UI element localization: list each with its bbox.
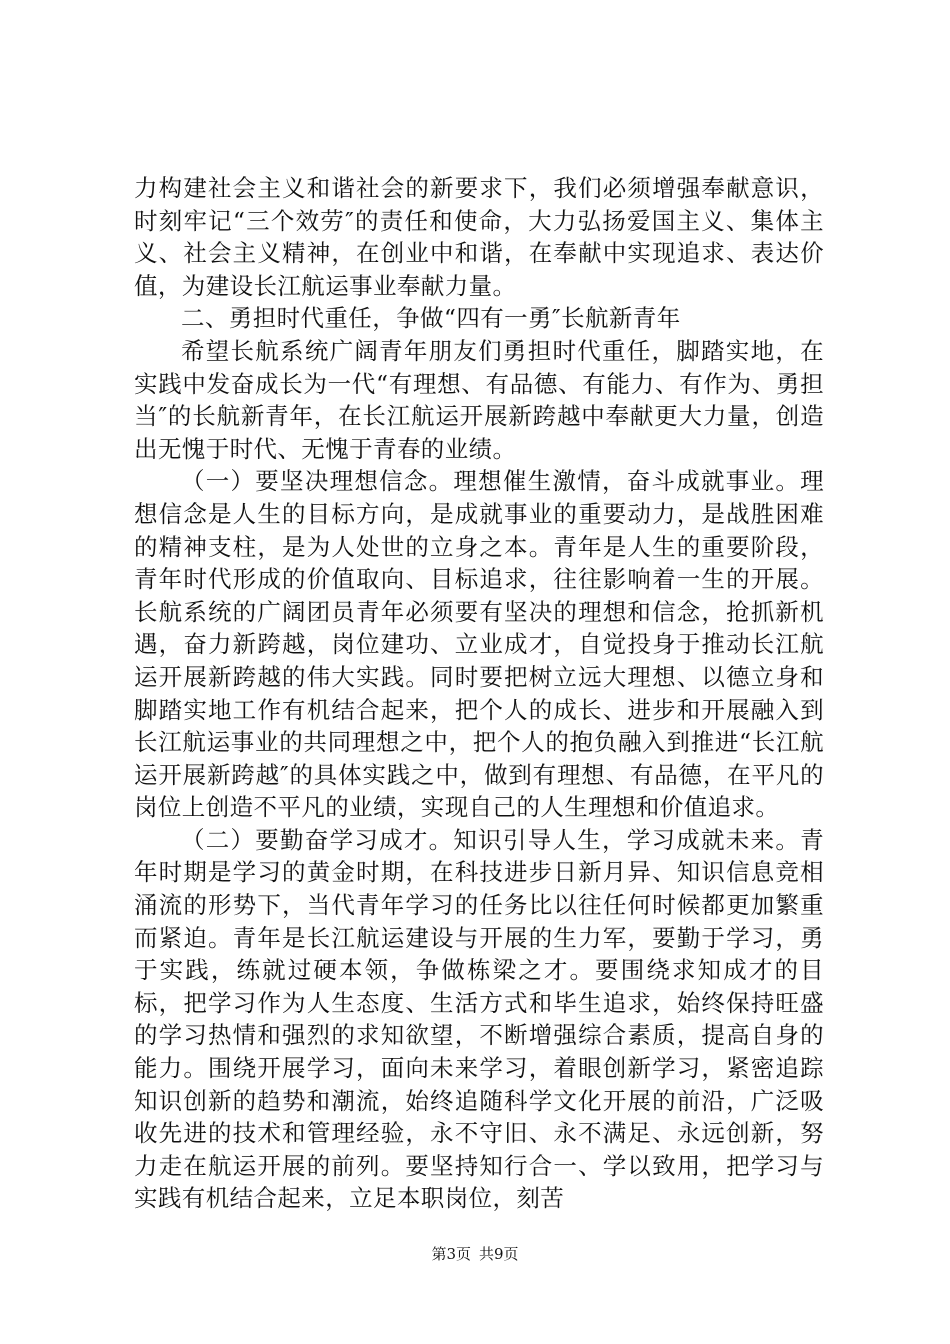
page-total: 共9页 [479, 1245, 519, 1263]
page-footer [0, 1244, 950, 1264]
page-number: 第3页 [431, 1245, 471, 1263]
section-heading: 二、勇担时代重任，争做“四有一勇″长航新青年 [181, 304, 681, 333]
paragraph-intro: 希望长航系统广阔青年朋友们勇担时代重任，脚踏实地，在实践中发奋成长为一代“有理想、有品德、有能力、有作为、勇担当″的长航新青年，在长江航运开展新跨越中奉献更大力量，创造出无愧于时代、无愧于青春的业绩。 [134, 336, 824, 463]
paragraph-learning: （二）要勤奋学习成才。知识引导人生，学习成就未来。青年时期是学习的黄金时期，在科技进步日新月异、知识信息竞相涌流的形势下，当代青年学习的任务比以往任何时候都更加繁重而紧迫。青年是长江航运建设与开展的生力军，要勤于学习，勇于实践，练就过硬本领，争做栋梁之才。要围绕求知成才的目标，把学习作为人生态度、生活方式和毕生追求，始终保持旺盛的学习热情和强烈的求知欲望，不断增强综合素质，提高自身的能力。围绕开展学习，面向未来学习，着眼创新学习，紧密追踪知识创新的趋势和潮流，始终追随科学文化开展的前沿，广泛吸收先进的技术和管理经验，永不守旧、永不满足、永远创新，努力走在航运开展的前列。要坚持知行合一、学以致用，把学习与实践有机结合起来，立足本职岗位，刻苦 [134, 825, 824, 1213]
paragraph-continuation: 力构建社会主义和谐社会的新要求下，我们必须增强奉献意识，时刻牢记“三个效劳″的责任和使命，大力弘扬爱国主义、集体主义、社会主义精神，在创业中和谐，在奉献中实现追求、表达价值，为建设长江航运事业奉献力量。 [134, 174, 824, 300]
paragraph-ideals: （一）要坚决理想信念。理想催生激情，奋斗成就事业。理想信念是人生的目标方向，是成就事业的重要动力，是战胜困难的精神支柱，是为人处世的立身之本。青年是人生的重要阶段，青年时代形成的价值取向、目标追求，往往影响着一生的开展。长航系统的广阔团员青年必须要有坚决的理想和信念，抢抓新机遇，奋力新跨越，岗位建功、立业成才，自觉投身于推动长江航运开展新跨越的伟大实践。同时要把树立远大理想、以德立身和脚踏实地工作有机结合起来，把个人的成长、进步和开展融入到长江航运事业的共同理想之中，把个人的抱负融入到推进“长江航运开展新跨越″的具体实践之中，做到有理想、有品德，在平凡的岗位上创造不平凡的业绩，实现自己的人生理想和价值追求。 [134, 467, 824, 822]
document-body [134, 172, 824, 1215]
